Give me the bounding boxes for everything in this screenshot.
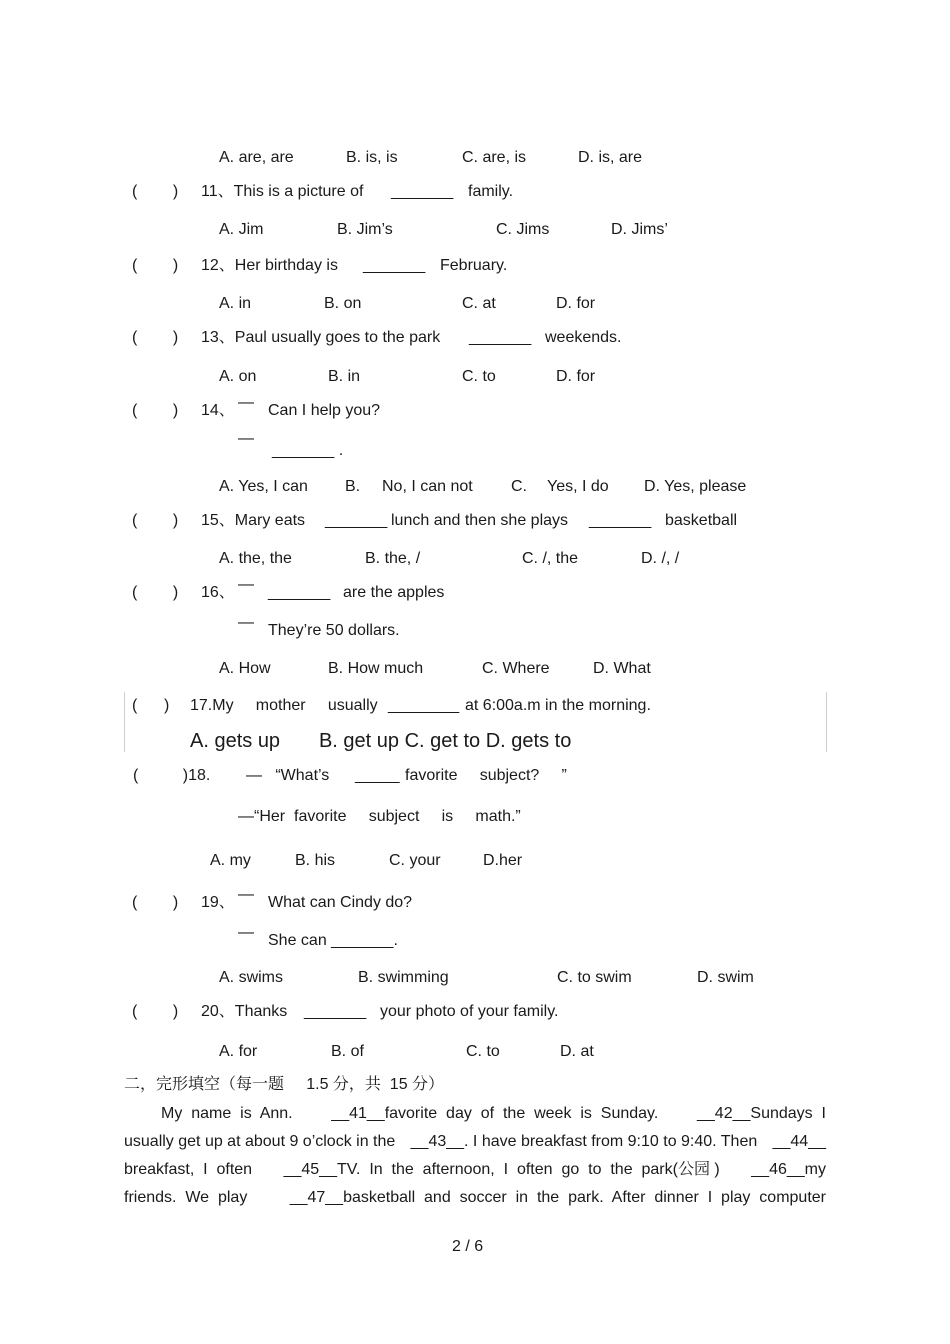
dialog-line: favorite subject? ” bbox=[405, 767, 567, 784]
question-number: 19、 bbox=[201, 894, 235, 911]
question-text: 12、Her birthday is bbox=[201, 257, 338, 274]
dialog-line: are the apples bbox=[343, 584, 445, 601]
dialog-dash: — bbox=[238, 576, 254, 593]
left-rule bbox=[124, 692, 125, 752]
dialog-dash: — bbox=[238, 394, 254, 411]
passage-text: __46__my bbox=[751, 1161, 826, 1178]
option: B. his bbox=[295, 852, 336, 869]
option: C. to swim bbox=[557, 969, 632, 986]
passage-line bbox=[124, 1128, 826, 1156]
question-tail: your photo of your family. bbox=[380, 1003, 559, 1020]
option: B. bbox=[345, 478, 361, 495]
option: B. the, / bbox=[365, 550, 421, 567]
question-text: 17.My mother usually bbox=[190, 697, 378, 714]
option: D. Yes, please bbox=[644, 478, 747, 495]
option: A. for bbox=[219, 1043, 258, 1060]
answer-paren[interactable]: ( ) bbox=[132, 697, 170, 714]
option: B. in bbox=[328, 368, 361, 385]
question-tail: weekends. bbox=[545, 329, 622, 346]
option: B. on bbox=[324, 295, 362, 312]
option: C. /, the bbox=[522, 550, 579, 567]
question-text: 13、Paul usually goes to the park bbox=[201, 329, 441, 346]
option: A. my bbox=[210, 852, 251, 869]
option: C. Jims bbox=[496, 221, 550, 238]
page-number: 2 / 6 bbox=[452, 1238, 484, 1255]
option: C. are, is bbox=[462, 149, 527, 166]
passage-text: My name is Ann. bbox=[161, 1105, 293, 1122]
dialog-line: _______ . bbox=[272, 442, 344, 459]
option: No, I can not bbox=[382, 478, 473, 495]
passage-text: __41__favorite day of the week is Sunday. bbox=[331, 1105, 659, 1122]
question-tail: February. bbox=[440, 257, 508, 274]
option: B. is, is bbox=[346, 149, 398, 166]
answer-blank: _______ bbox=[391, 183, 454, 200]
passage-line bbox=[124, 1100, 826, 1128]
passage-text: friends. We play bbox=[124, 1189, 248, 1206]
dialog-line: They’re 50 dollars. bbox=[268, 622, 400, 639]
option: C. bbox=[511, 478, 527, 495]
answer-blank: _____ bbox=[355, 767, 400, 784]
dialog-dash: — bbox=[238, 886, 254, 903]
option: C. Where bbox=[482, 660, 550, 677]
passage-text: __44__ bbox=[772, 1133, 826, 1150]
question-number: 14、 bbox=[201, 402, 235, 419]
passage-text: __42__Sundays I bbox=[697, 1105, 826, 1122]
option: D. for bbox=[556, 295, 596, 312]
passage-line bbox=[124, 1156, 826, 1184]
option: A. are, are bbox=[219, 149, 294, 166]
answer-paren[interactable]: ( ) bbox=[132, 512, 179, 529]
answer-blank: _______ bbox=[589, 512, 652, 529]
passage-text: __45__TV. In the afternoon, I often go to the park(公园 ) bbox=[283, 1161, 720, 1178]
answer-paren[interactable]: ( ) bbox=[132, 257, 179, 274]
answer-blank: _______ bbox=[469, 329, 532, 346]
right-rule bbox=[826, 692, 827, 752]
question-number: 16、 bbox=[201, 584, 235, 601]
option: D. at bbox=[560, 1043, 594, 1060]
option: D. Jims’ bbox=[611, 221, 668, 238]
option: C. to bbox=[466, 1043, 500, 1060]
answer-blank: _______ bbox=[363, 257, 426, 274]
option: D. /, / bbox=[641, 550, 680, 567]
passage-text: breakfast, I often bbox=[124, 1161, 253, 1178]
dialog-line: — “What’s bbox=[246, 767, 330, 784]
options-line: A. gets up B. get up C. get to D. gets to bbox=[190, 730, 572, 752]
option: A. on bbox=[219, 368, 257, 385]
option: C. at bbox=[462, 295, 496, 312]
answer-blank: _______ bbox=[304, 1003, 367, 1020]
section-heading: 二，完形填空（每一题 1.5 分，共 15 分） bbox=[124, 1076, 445, 1093]
question-mid: lunch and then she plays bbox=[391, 512, 569, 529]
answer-blank: _______ bbox=[325, 512, 388, 529]
option: B. swimming bbox=[358, 969, 449, 986]
answer-blank: _______ bbox=[268, 584, 331, 601]
passage-text: __43__. I have breakfast from 9:10 to 9:40. Then bbox=[410, 1133, 758, 1150]
option: C. to bbox=[462, 368, 496, 385]
option: D. is, are bbox=[578, 149, 643, 166]
option: Yes, I do bbox=[547, 478, 609, 495]
answer-paren[interactable]: ( ) bbox=[132, 183, 179, 200]
option: A. the, the bbox=[219, 550, 292, 567]
option: B. How much bbox=[328, 660, 424, 677]
answer-paren[interactable]: ( ) bbox=[132, 584, 179, 601]
passage-line bbox=[124, 1184, 826, 1212]
dialog-line: She can _______. bbox=[268, 932, 398, 949]
option: D. for bbox=[556, 368, 596, 385]
answer-paren[interactable]: ( ) bbox=[132, 402, 179, 419]
option: A. How bbox=[219, 660, 271, 677]
option: D. swim bbox=[697, 969, 754, 986]
dialog-dash: — bbox=[238, 924, 254, 941]
option: B. of bbox=[331, 1043, 364, 1060]
option: D.her bbox=[483, 852, 523, 869]
question-text: 11、This is a picture of bbox=[201, 183, 364, 200]
option: A. Yes, I can bbox=[219, 478, 308, 495]
question-tail: at 6:00a.m in the morning. bbox=[465, 697, 651, 714]
passage-text: usually get up at about 9 o’clock in the bbox=[124, 1133, 396, 1150]
dialog-line: Can I help you? bbox=[268, 402, 381, 419]
answer-paren[interactable]: ( ) bbox=[132, 894, 179, 911]
option: B. Jim’s bbox=[337, 221, 393, 238]
question-tail: family. bbox=[468, 183, 514, 200]
answer-paren[interactable]: ( ) bbox=[132, 329, 179, 346]
answer-blank: ________ bbox=[388, 697, 460, 714]
question-tail: basketball bbox=[665, 512, 738, 529]
dialog-line: What can Cindy do? bbox=[268, 894, 413, 911]
dialog-line: —“Her favorite subject is math.” bbox=[238, 808, 521, 825]
answer-paren[interactable]: ( ) bbox=[132, 1003, 179, 1020]
option: A. Jim bbox=[219, 221, 264, 238]
question-text: 20、Thanks bbox=[201, 1003, 288, 1020]
cloze-passage bbox=[124, 1100, 826, 1212]
passage-text: __47__basketball and soccer in the park. After dinner I play computer bbox=[289, 1189, 826, 1206]
dialog-dash: — bbox=[238, 430, 254, 447]
option: A. in bbox=[219, 295, 252, 312]
question-text: 15、Mary eats bbox=[201, 512, 306, 529]
option: A. swims bbox=[219, 969, 283, 986]
dialog-dash: — bbox=[238, 614, 254, 631]
option: C. your bbox=[389, 852, 441, 869]
answer-paren[interactable]: ( )18. bbox=[133, 767, 211, 784]
option: D. What bbox=[593, 660, 651, 677]
